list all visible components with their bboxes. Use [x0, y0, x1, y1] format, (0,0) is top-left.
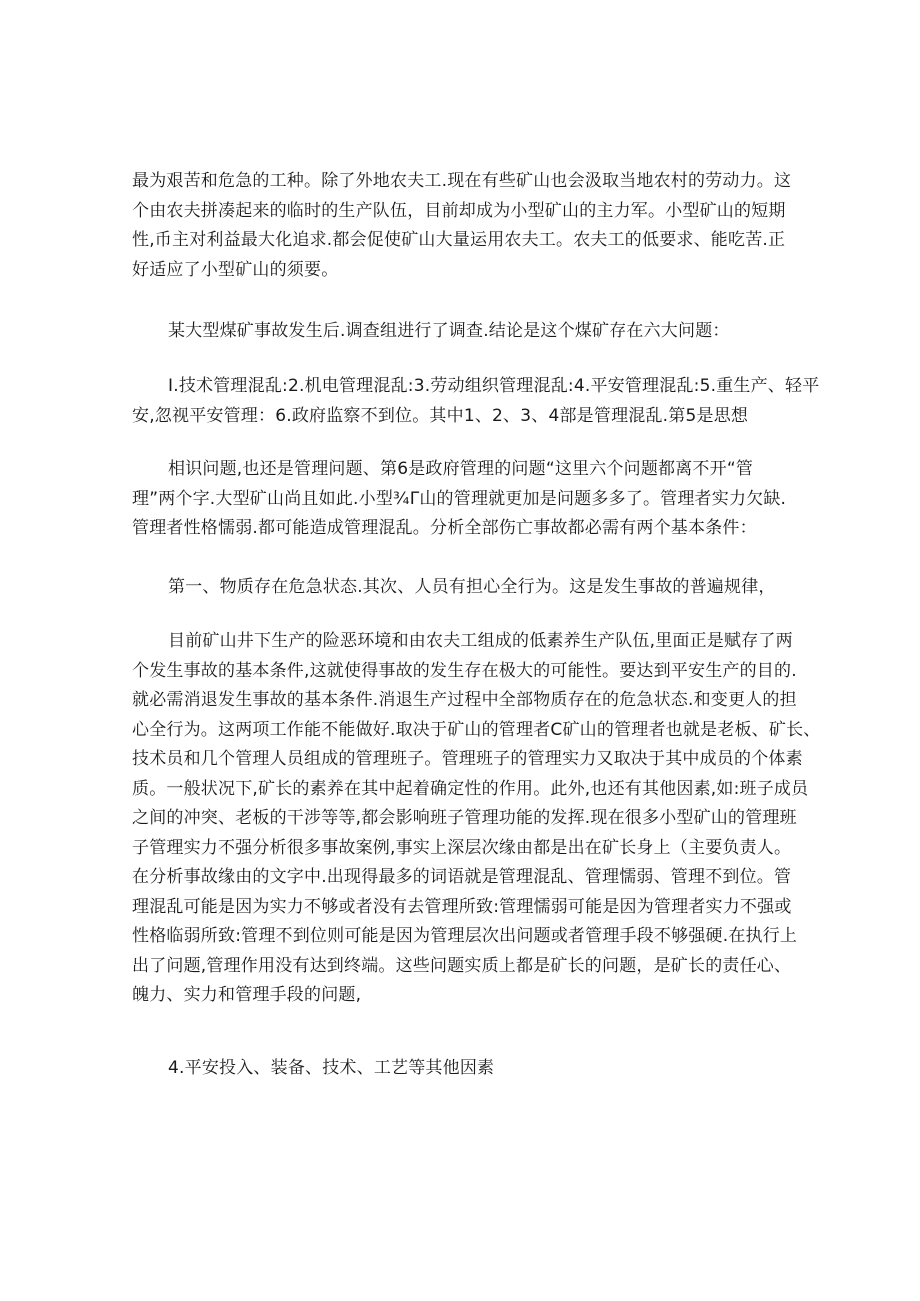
- text-line: 心全行为。这两项工作能不能做好.取决于矿山的管理者C矿山的管理者也就是老板、矿长、: [132, 719, 821, 740]
- paragraph-section-heading: [132, 1054, 832, 1084]
- text-line: 质。一般状况下,矿长的素养在其中起着确定性的作用。此外,也还有其他因素,如:班子成员: [132, 778, 809, 799]
- paragraph-accident-law: [132, 573, 832, 603]
- text-line: 相识问题,也还是管理问题、第6是政府管理的问题“这里六个问题都离不开“管: [168, 459, 754, 479]
- text-line: 最为艰苦和危急的工种。除了外地农夫工.现在有些矿山也会汲取当地农村的劳动力。这: [132, 171, 792, 191]
- section-heading: 4.平安投入、装备、技术、工艺等其他因素: [168, 1058, 495, 1078]
- text-line: 就必需消退发生事故的基本条件.消退生产过程中全部物质存在的危急状态.和变更人的担: [132, 690, 797, 710]
- text-line: 在分析事故缘由的文字中.出现得最多的词语就是管理混乱、管理懦弱、管理不到位。管: [132, 867, 792, 887]
- text-line: 安,忽视平安管理：6.政府监察不到位。其中1、2、3、4部是管理混乱.第5是思想: [132, 405, 749, 426]
- paragraph-intro: [132, 167, 796, 285]
- paragraph-management-issue: [132, 455, 832, 544]
- text-line: 第一、物质存在危急状态.其次、人员有担心全行为。这是发生事故的普遍规律，: [168, 577, 776, 597]
- text-line: 个由农夫拼凑起来的临时的生产队伍，目前却成为小型矿山的主力军。小型矿山的短期: [132, 200, 786, 221]
- text-line: 管理者性格懦弱.都可能造成管理混乱。分析全部伤亡事故都必需有两个基本条件：: [132, 518, 757, 538]
- text-line: 技术员和几个管理人员组成的管理班子。管理班子的管理实力又取决于其中成员的个体素: [132, 749, 803, 769]
- text-line: 理混乱可能是因为实力不够或者没有去管理所致:管理懦弱可能是因为管理者实力不强或: [132, 896, 792, 917]
- text-line: 性格临弱所致:管理不到位则可能是因为管理层次出问题或者管理手段不够强硬.在执行上: [132, 926, 798, 946]
- text-line: 出了问题,管理作用没有达到终端。这些问题实质上都是矿长的问题，是矿长的责任心、: [132, 955, 792, 976]
- text-line: 子管理实力不强分析很多事故案例,事实上深层次缘由都是出在矿长身上（主要负责人。: [132, 837, 792, 858]
- text-line: I.技术管理混乱:2.机电管理混乱:3.劳动组织管理混乱:4.平安管理混乱:5.重生产、轻平: [168, 376, 820, 396]
- text-line: 个发生事故的基本条件,这就使得事故的发生存在极大的可能性。要达到平安生产的目的.: [132, 660, 797, 681]
- paragraph-mine-analysis: [132, 627, 832, 1011]
- text-line: 目前矿山井下生产的险恶环境和由农夫工组成的低素养生产队伍,里面正是赋存了两: [168, 631, 793, 651]
- text-line: 理”两个字.大型矿山尚且如此.小型¾Γ山的管理就更加是问题多多了。管理者实力欠缺.: [132, 488, 787, 509]
- text-line: 好适应了小型矿山的须要。: [132, 259, 339, 280]
- paragraph-investigation: [132, 317, 832, 347]
- text-line: 魄力、实力和管理手段的问题,: [132, 985, 362, 1005]
- text-line: 某大型煤矿事故发生后.调查组进行了调查.结论是这个煤矿存在六大问题：: [168, 321, 730, 341]
- paragraph-six-problems: [132, 372, 832, 431]
- text-line: 之间的冲突、老板的干涉等等,都会影响班子管理功能的发挥.现在很多小型矿山的管理班: [132, 808, 797, 828]
- text-line: 性,币主对利益最大化追求.都会促使矿山大量运用农夫工。农夫工的低要求、能吃苦.正: [132, 230, 786, 250]
